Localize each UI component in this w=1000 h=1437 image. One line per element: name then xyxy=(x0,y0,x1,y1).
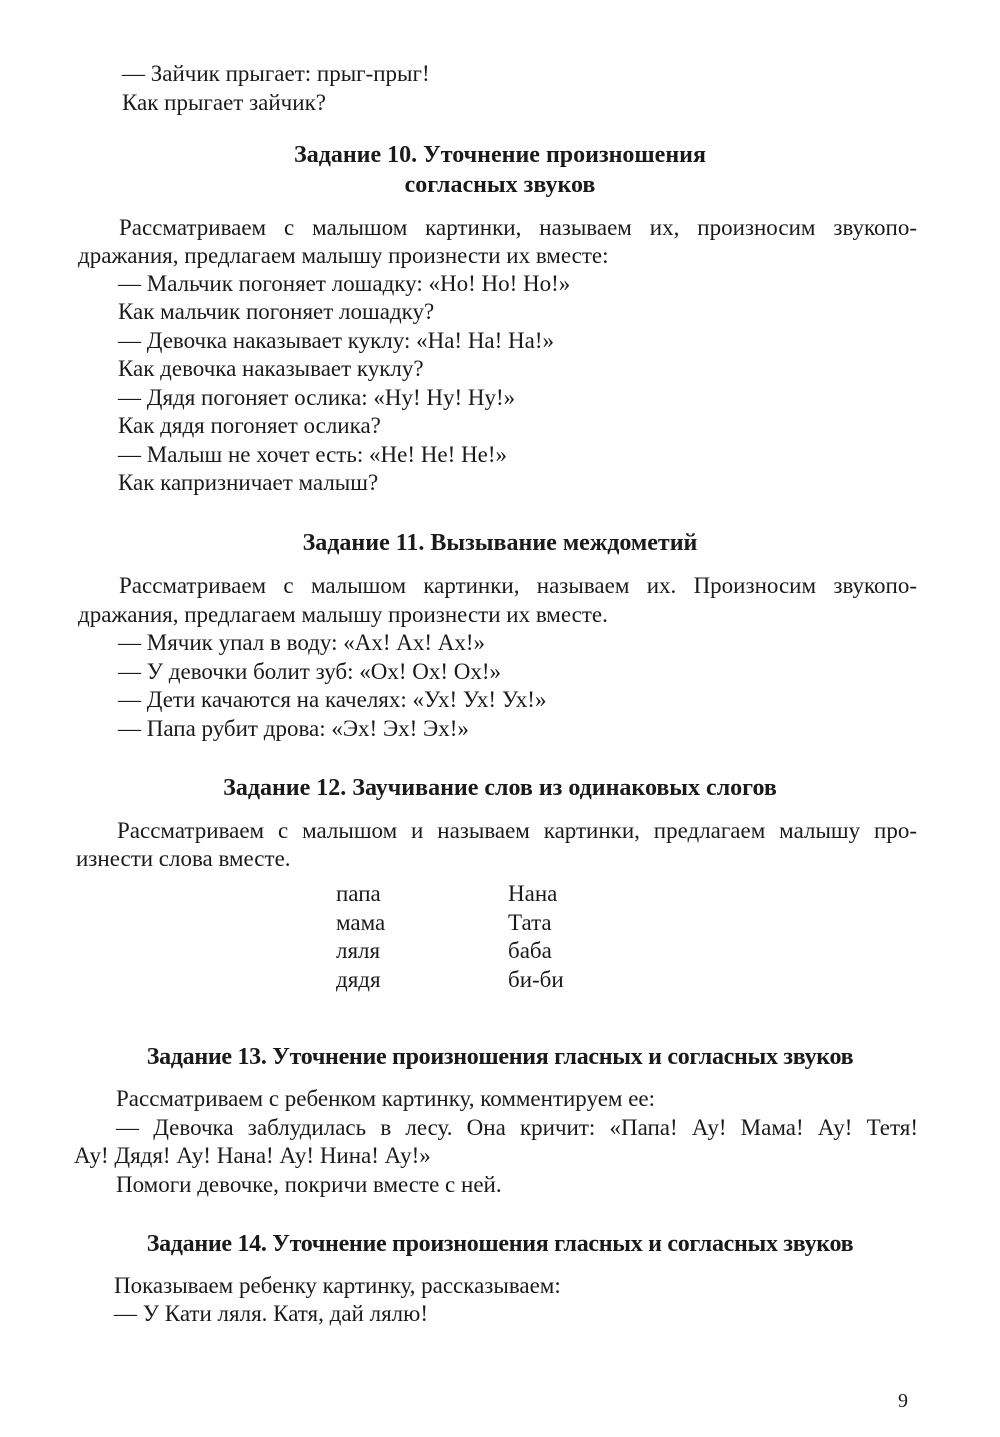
task10-paragraph-line-2: дражания, предлагаем малышу произнести их вместе: xyxy=(78,243,609,268)
task13-line-4: Помоги девочке, покричи вместе с ней. xyxy=(116,1172,502,1197)
word-list-right-item: баба xyxy=(508,938,552,963)
page-number: 9 xyxy=(898,1390,908,1412)
task10-line: — Мальчик погоняет лошадку: «Но! Но! Но!» xyxy=(118,271,571,296)
task10-line: Как мальчик погоняет лошадку? xyxy=(118,299,435,324)
task11-line: — У девочки болит зуб: «Ох! Ох! Ох!» xyxy=(118,659,502,684)
task13-line-2: — Девочка заблудилась в лесу. Она кричит: «Папа! Ау! Мама! Ау! Тетя! xyxy=(116,1115,918,1140)
task11-paragraph-line-2: дражания, предлагаем малышу произнести их вместе. xyxy=(78,602,608,627)
task10-title-line-1: Задание 10. Уточнение произношения xyxy=(294,142,706,168)
task10-line: Как дядя погоняет ослика? xyxy=(118,413,381,438)
intro-line-2: Как прыгает зайчик? xyxy=(122,90,326,115)
task10-line: — Дядя погоняет ослика: «Ну! Ну! Ну!» xyxy=(118,385,516,410)
task12-title: Задание 12. Заучивание слов из одинаковых слогов xyxy=(223,775,777,801)
task11-line: — Папа рубит дрова: «Эх! Эх! Эх!» xyxy=(118,716,469,741)
task12-paragraph-line-1: Рассматриваем с малышом и называем картинки, предлагаем малышу про- xyxy=(117,818,917,843)
task13-title: Задание 13. Уточнение произношения гласных и согласных звуков xyxy=(146,1044,854,1070)
task12-paragraph-line-2: изнести слова вместе. xyxy=(76,846,291,871)
word-list-left-item: дядя xyxy=(336,967,381,992)
task10-title-line-2: согласных звуков xyxy=(404,172,596,198)
intro-line-1: — Зайчик прыгает: прыг-прыг! xyxy=(122,61,430,86)
task10-paragraph-line-1: Рассматриваем с малышом картинки, называем их, произносим звукопо- xyxy=(119,215,917,240)
word-list-left-item: ляля xyxy=(336,938,381,963)
task10-line: — Девочка наказывает куклу: «На! На! На!» xyxy=(118,328,555,353)
task14-line-1: Показываем ребенку картинку, рассказываем: xyxy=(114,1273,561,1298)
task11-line: — Дети качаются на качелях: «Ух! Ух! Ух!» xyxy=(118,687,547,712)
task14-line-2: — У Кати ляля. Катя, дай лялю! xyxy=(114,1301,428,1326)
task11-title: Задание 11. Вызывание междометий xyxy=(302,530,698,556)
word-list-left-item: мама xyxy=(336,910,386,935)
task14-title: Задание 14. Уточнение произношения гласных и согласных звуков xyxy=(146,1231,854,1257)
task10-line: Как девочка наказывает куклу? xyxy=(118,356,424,381)
task13-line-3: Ау! Дядя! Ау! Нана! Ау! Нина! Ау!» xyxy=(74,1143,431,1168)
task10-line: Как капризничает малыш? xyxy=(118,470,379,495)
word-list-right-item: би-би xyxy=(508,967,564,992)
word-list-right-item: Тата xyxy=(508,910,552,935)
word-list-left-item: папа xyxy=(336,881,381,906)
task10-line: — Малыш не хочет есть: «Не! Не! Не!» xyxy=(118,442,507,467)
task13-line-1: Рассматриваем с ребенком картинку, комментируем ее: xyxy=(116,1086,656,1111)
task11-line: — Мячик упал в воду: «Ах! Ах! Ах!» xyxy=(118,630,486,655)
word-list-right-item: Нана xyxy=(508,881,558,906)
task11-paragraph-line-1: Рассматриваем с малышом картинки, называем их. Произносим звукопо- xyxy=(119,573,917,598)
